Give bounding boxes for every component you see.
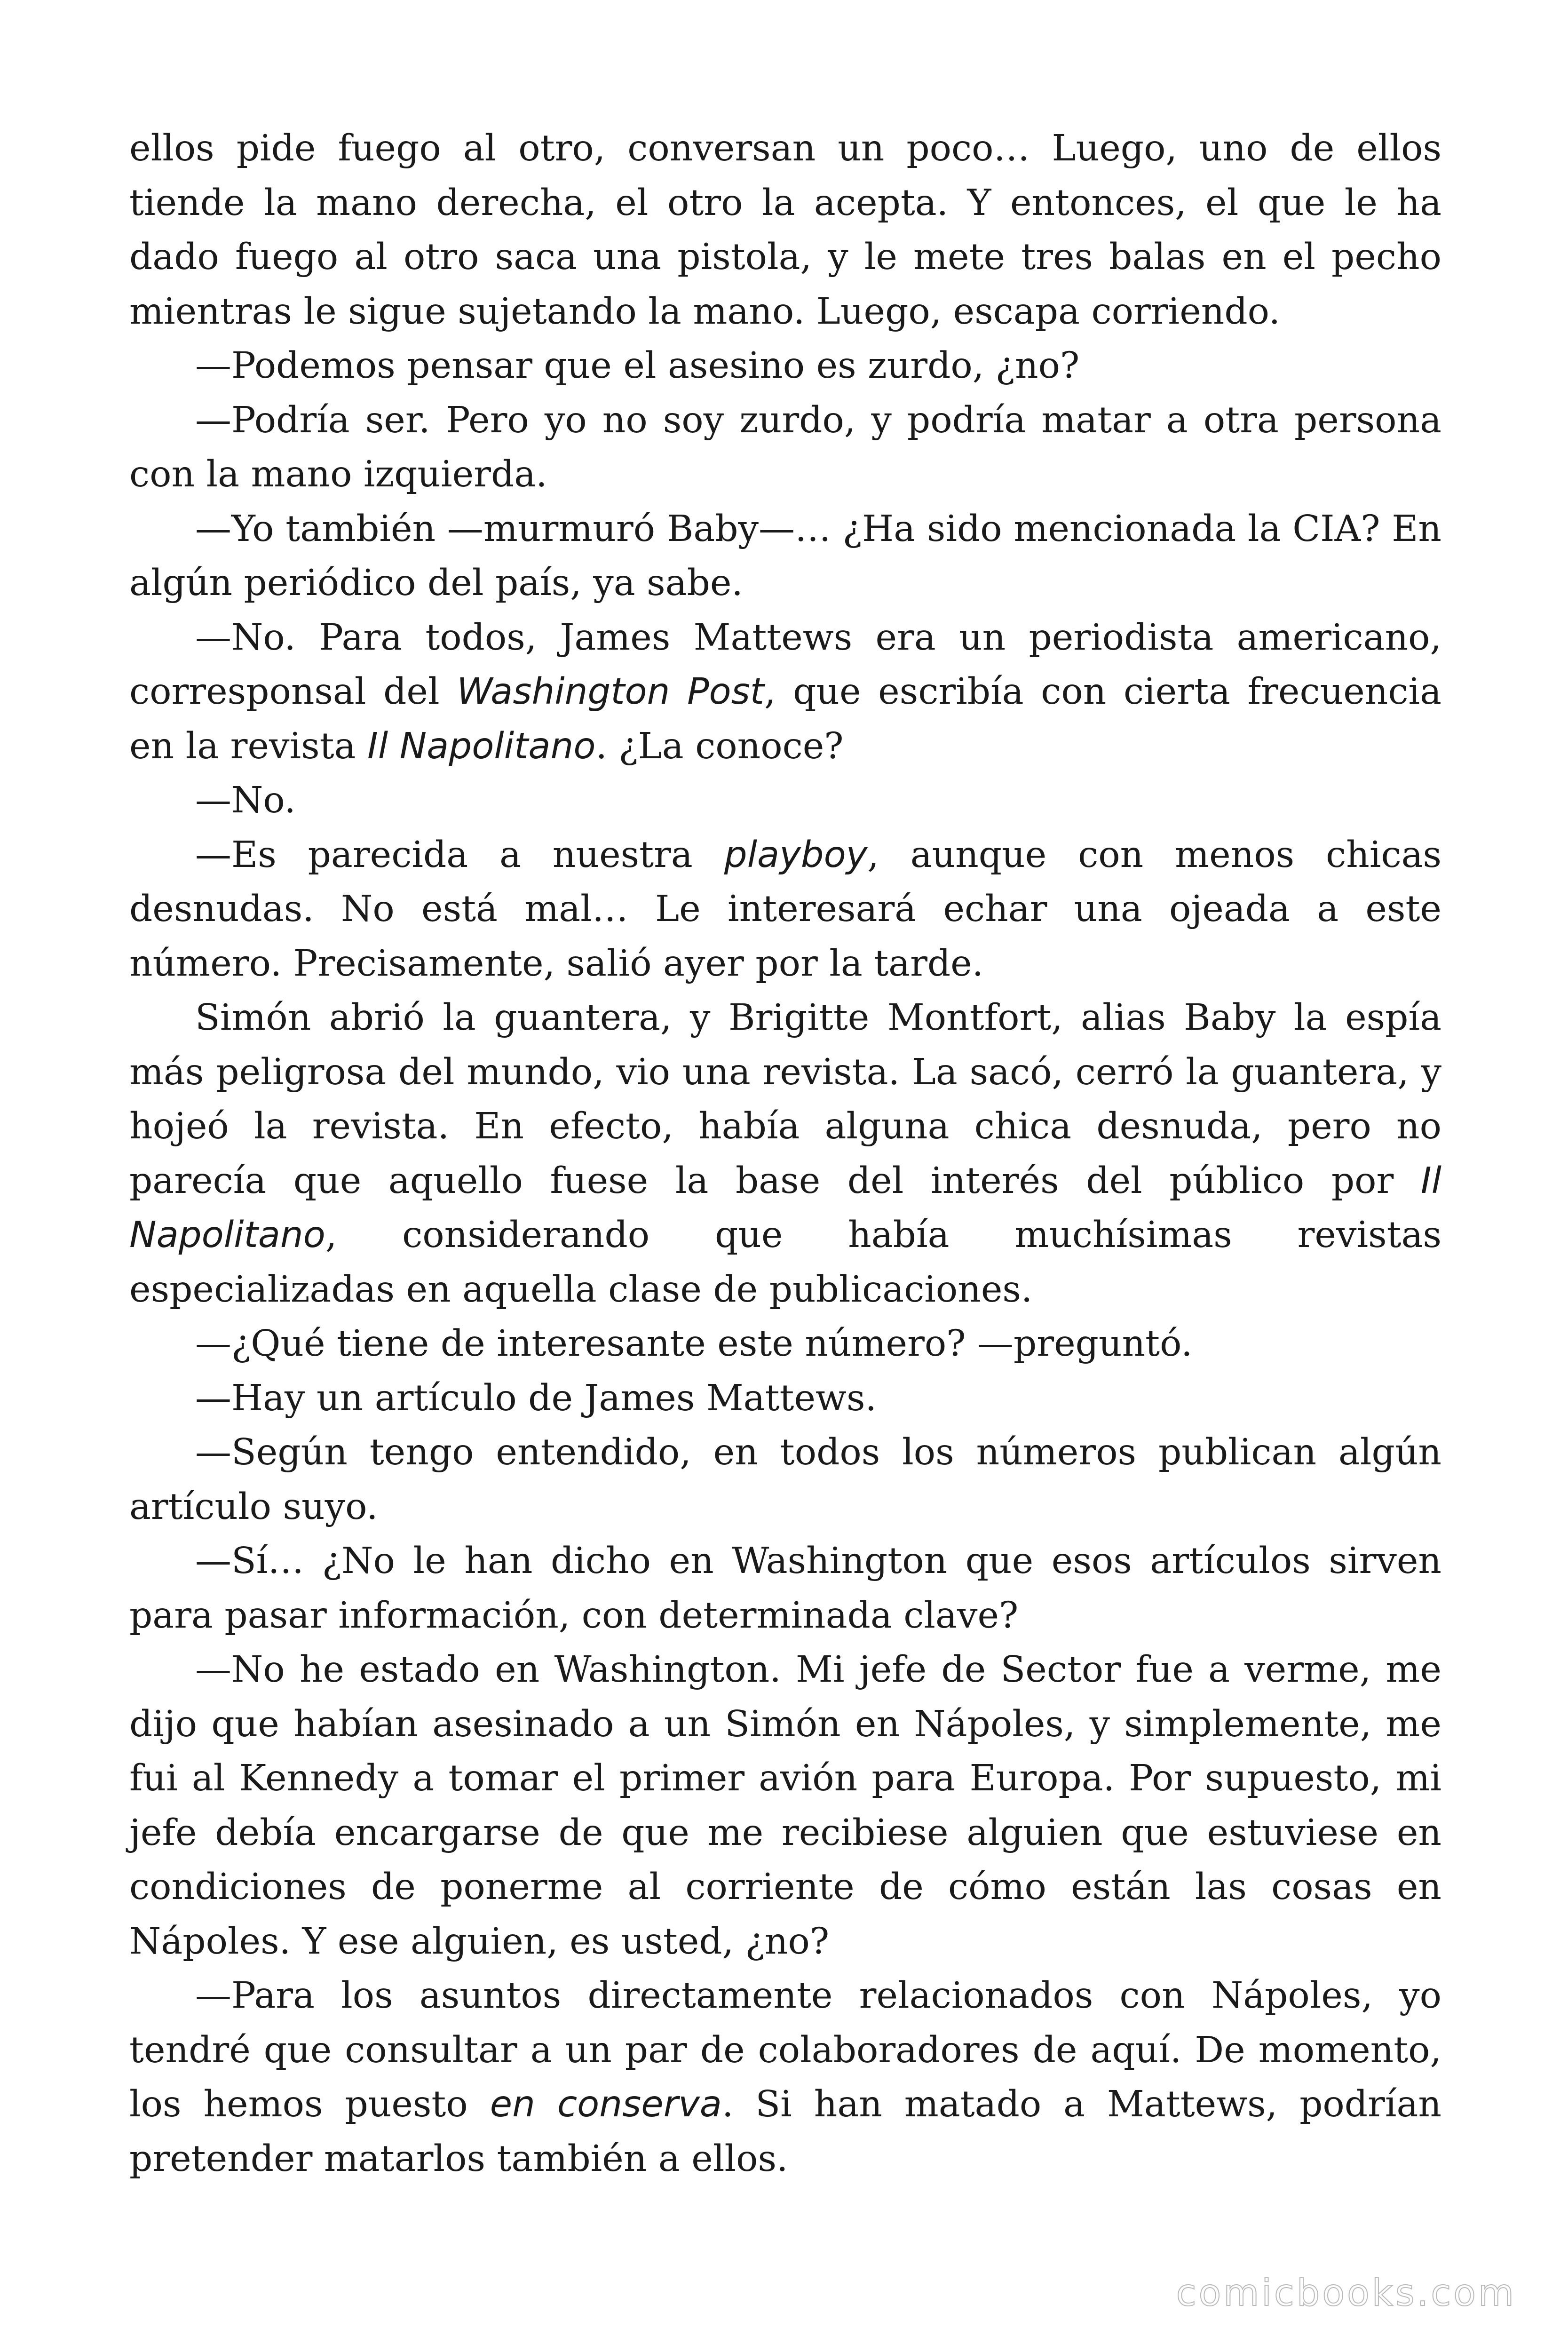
- italic-text: Il Napolitano: [129, 1160, 1441, 1256]
- text-run: —Podría ser. Pero yo no soy zurdo, y podría matar a otra persona con la mano izquierda.: [129, 399, 1441, 495]
- paragraph: [129, 1425, 1441, 1534]
- paragraph: [129, 1371, 1441, 1426]
- text-run: —Sí… ¿No le han dicho en Washington que esos artículos sirven para pasar información, con determinada clave?: [129, 1540, 1441, 1637]
- paragraph: [129, 121, 1441, 339]
- italic-text: Washington Post: [457, 671, 764, 713]
- watermark: comicbooks.com: [1176, 2272, 1516, 2314]
- paragraph: [129, 1643, 1441, 1969]
- paragraph: [129, 1969, 1441, 2186]
- paragraph: [129, 611, 1441, 774]
- paragraph: [129, 502, 1441, 611]
- text-run: —Es parecida a nuestra: [195, 834, 724, 876]
- text-run: , considerando que había muchísimas revistas especializadas en aquella clase de publicaciones.: [129, 1214, 1441, 1311]
- paragraph: [129, 773, 1441, 828]
- book-page-text: [129, 121, 1441, 2186]
- text-run: ellos pide fuego al otro, conversan un poco… Luego, uno de ellos tiende la mano derecha, el otro la acepta. Y entonces, el que le ha dado fuego al otro saca una pistola, y le mete tres balas en el pecho mientras le sigue sujetando la mano. Luego, escapa corriendo.: [129, 127, 1441, 333]
- paragraph: [129, 1317, 1441, 1371]
- text-run: —Según tengo entendido, en todos los números publican algún artículo suyo.: [129, 1431, 1441, 1528]
- text-run: —No he estado en Washington. Mi jefe de Sector fue a verme, me dijo que habían asesinado a un Simón en Nápoles, y simplemente, me fui al Kennedy a tomar el primer avión para Europa. Por supuesto, mi jefe debía encargarse de que me recibiese alguien que estuviese en condiciones de ponerme al corriente de cómo están las cosas en Nápoles. Y ese alguien, es usted, ¿no?: [129, 1649, 1441, 1963]
- italic-text: playboy: [724, 834, 868, 876]
- paragraph: [129, 828, 1441, 991]
- text-run: —Hay un artículo de James Mattews.: [195, 1377, 877, 1419]
- text-run: . Si han matado a Mattews, podrían pretender matarlos también a ellos.: [129, 2083, 1441, 2180]
- text-run: , que escribía con cierta frecuencia en la revista: [129, 671, 1442, 767]
- paragraph: [129, 339, 1441, 393]
- text-run: —Podemos pensar que el asesino es zurdo, ¿no?: [195, 345, 1080, 387]
- paragraph: [129, 393, 1441, 502]
- text-run: , aunque con menos chicas desnudas. No está mal… Le interesará echar una ojeada a este número. Precisamente, salió ayer por la tarde.: [129, 834, 1441, 985]
- paragraph: [129, 1534, 1441, 1643]
- text-run: —No. Para todos, James Mattews era un periodista americano, corresponsal del: [129, 616, 1441, 713]
- paragraph: [129, 991, 1441, 1317]
- text-run: —No.: [195, 779, 296, 821]
- text-run: —Para los asuntos directamente relacionados con Nápoles, yo tendré que consultar a un par de colaboradores de aquí. De momento, los hemos puesto: [129, 1975, 1441, 2125]
- italic-text: Il Napolitano: [367, 725, 596, 767]
- italic-text: en conserva: [490, 2083, 722, 2125]
- text-run: Simón abrió la guantera, y Brigitte Montfort, alias Baby la espía más peligrosa del mundo, vio una revista. La sacó, cerró la guantera, y hojeó la revista. En efecto, había alguna chica desnuda, pero no parecía que aquello fuese la base del interés del público por: [129, 997, 1441, 1202]
- text-run: . ¿La conoce?: [595, 725, 844, 767]
- text-run: —Yo también —murmuró Baby—… ¿Ha sido mencionada la CIA? En algún periódico del país, ya sabe.: [129, 508, 1441, 604]
- text-run: —¿Qué tiene de interesante este número? —preguntó.: [195, 1323, 1193, 1365]
